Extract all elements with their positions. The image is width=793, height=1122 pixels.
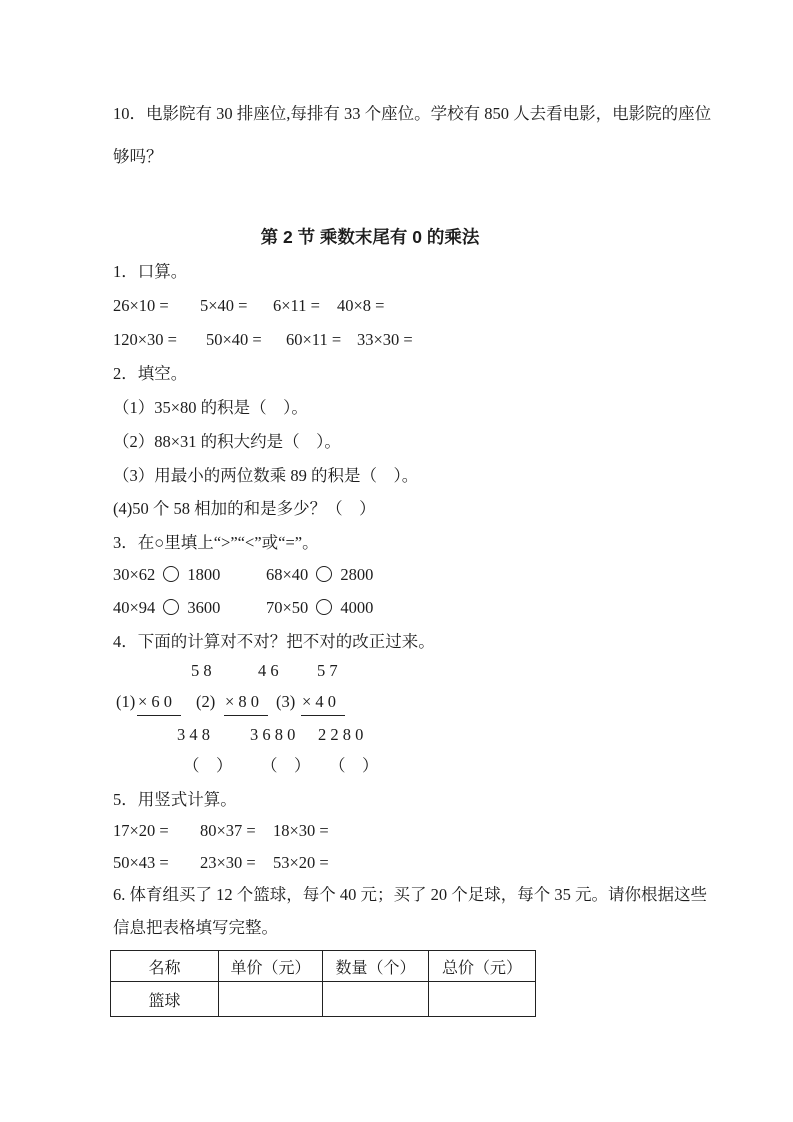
vertical-expression: 17×20 = bbox=[113, 821, 169, 840]
section-title: 第 2 节 乘数末尾有 0 的乘法 bbox=[260, 227, 480, 247]
oral-expression: 26×10 = bbox=[113, 296, 169, 315]
product: 3 6 8 0 bbox=[250, 725, 296, 744]
compare-right: 2800 bbox=[340, 565, 374, 584]
table-header-cell: 单价（元） bbox=[219, 951, 323, 982]
oral-expression: 50×40 = bbox=[206, 330, 262, 349]
oral-expression: 120×30 = bbox=[113, 330, 177, 349]
product: 2 2 8 0 bbox=[318, 725, 364, 744]
price-table bbox=[110, 950, 536, 1017]
compare-left: 68×40 bbox=[266, 565, 309, 584]
oral-expression: 6×11 = bbox=[273, 296, 320, 315]
table-cell bbox=[323, 982, 429, 1017]
vertical-expression: 23×30 = bbox=[200, 853, 256, 872]
multiplicand: 5 8 bbox=[191, 661, 212, 680]
compare-left: 40×94 bbox=[113, 598, 156, 617]
table-header-row bbox=[111, 951, 536, 982]
multiplicand: 4 6 bbox=[258, 661, 279, 680]
problem-label: (1) bbox=[116, 692, 136, 711]
problem-label: (3) bbox=[276, 692, 296, 711]
word-problem-line2: 信息把表格填写完整。 bbox=[113, 918, 278, 937]
compare-left: 70×50 bbox=[266, 598, 309, 617]
multiplier: × 4 0 bbox=[301, 691, 345, 716]
compare-right: 4000 bbox=[340, 598, 374, 617]
multiplier: × 8 0 bbox=[224, 691, 268, 716]
problem-10-line2: 够吗？ bbox=[113, 147, 163, 166]
check-mark-blank: （ ） bbox=[329, 756, 379, 775]
oral-heading: 1．口算。 bbox=[113, 262, 188, 281]
table-header-cell: 总价（元） bbox=[429, 951, 536, 982]
table-header-cell: 数量（个） bbox=[323, 951, 429, 982]
check-heading: 4．下面的计算对不对？把不对的改正过来。 bbox=[113, 632, 435, 651]
oral-expression: 33×30 = bbox=[357, 330, 413, 349]
table-row bbox=[111, 982, 536, 1017]
compare-item bbox=[113, 564, 220, 586]
problem-10-line1: 10．电影院有 30 排座位,每排有 33 个座位。学校有 850 人去看电影，电影院的座位 bbox=[113, 104, 712, 123]
check-mark-blank: （ ） bbox=[261, 756, 311, 775]
table-header-cell: 名称 bbox=[111, 951, 219, 982]
vertical-expression: 18×30 = bbox=[273, 821, 329, 840]
table-cell bbox=[219, 982, 323, 1017]
compare-item bbox=[266, 564, 373, 586]
oral-expression: 60×11 = bbox=[286, 330, 342, 349]
vertical-expression: 80×37 = bbox=[200, 821, 256, 840]
table-cell bbox=[429, 982, 536, 1017]
oral-expression: 5×40 = bbox=[200, 296, 248, 315]
circle-blank-icon bbox=[316, 566, 332, 582]
fill-item: （3）用最小的两位数乘 89 的积是（ ）。 bbox=[113, 466, 419, 485]
compare-right: 3600 bbox=[187, 598, 221, 617]
vertical-expression: 50×43 = bbox=[113, 853, 169, 872]
check-mark-blank: （ ） bbox=[183, 756, 233, 775]
product: 3 4 8 bbox=[177, 725, 210, 744]
circle-blank-icon bbox=[316, 599, 332, 615]
fill-item: （1）35×80 的积是（ ）。 bbox=[113, 398, 308, 417]
vertical-heading: 5．用竖式计算。 bbox=[113, 790, 237, 809]
circle-blank-icon bbox=[163, 566, 179, 582]
compare-right: 1800 bbox=[187, 565, 221, 584]
multiplicand: 5 7 bbox=[317, 661, 338, 680]
multiplier: × 6 0 bbox=[137, 691, 181, 716]
fill-item: (4)50 个 58 相加的和是多少？（ ） bbox=[113, 499, 376, 518]
compare-item bbox=[113, 597, 220, 619]
vertical-expression: 53×20 = bbox=[273, 853, 329, 872]
oral-expression: 40×8 = bbox=[337, 296, 385, 315]
compare-left: 30×62 bbox=[113, 565, 156, 584]
word-problem-line1: 6. 体育组买了 12 个篮球，每个 40 元；买了 20 个足球，每个 35 元。请你根据这些 bbox=[113, 885, 707, 904]
problem-label: (2) bbox=[196, 692, 216, 711]
circle-blank-icon bbox=[163, 599, 179, 615]
fill-item: （2）88×31 的积大约是（ ）。 bbox=[113, 432, 341, 451]
fill-heading: 2．填空。 bbox=[113, 364, 188, 383]
compare-item bbox=[266, 597, 373, 619]
table-cell: 篮球 bbox=[111, 982, 219, 1017]
compare-heading: 3．在○里填上“>”“<”或“=”。 bbox=[113, 533, 319, 552]
